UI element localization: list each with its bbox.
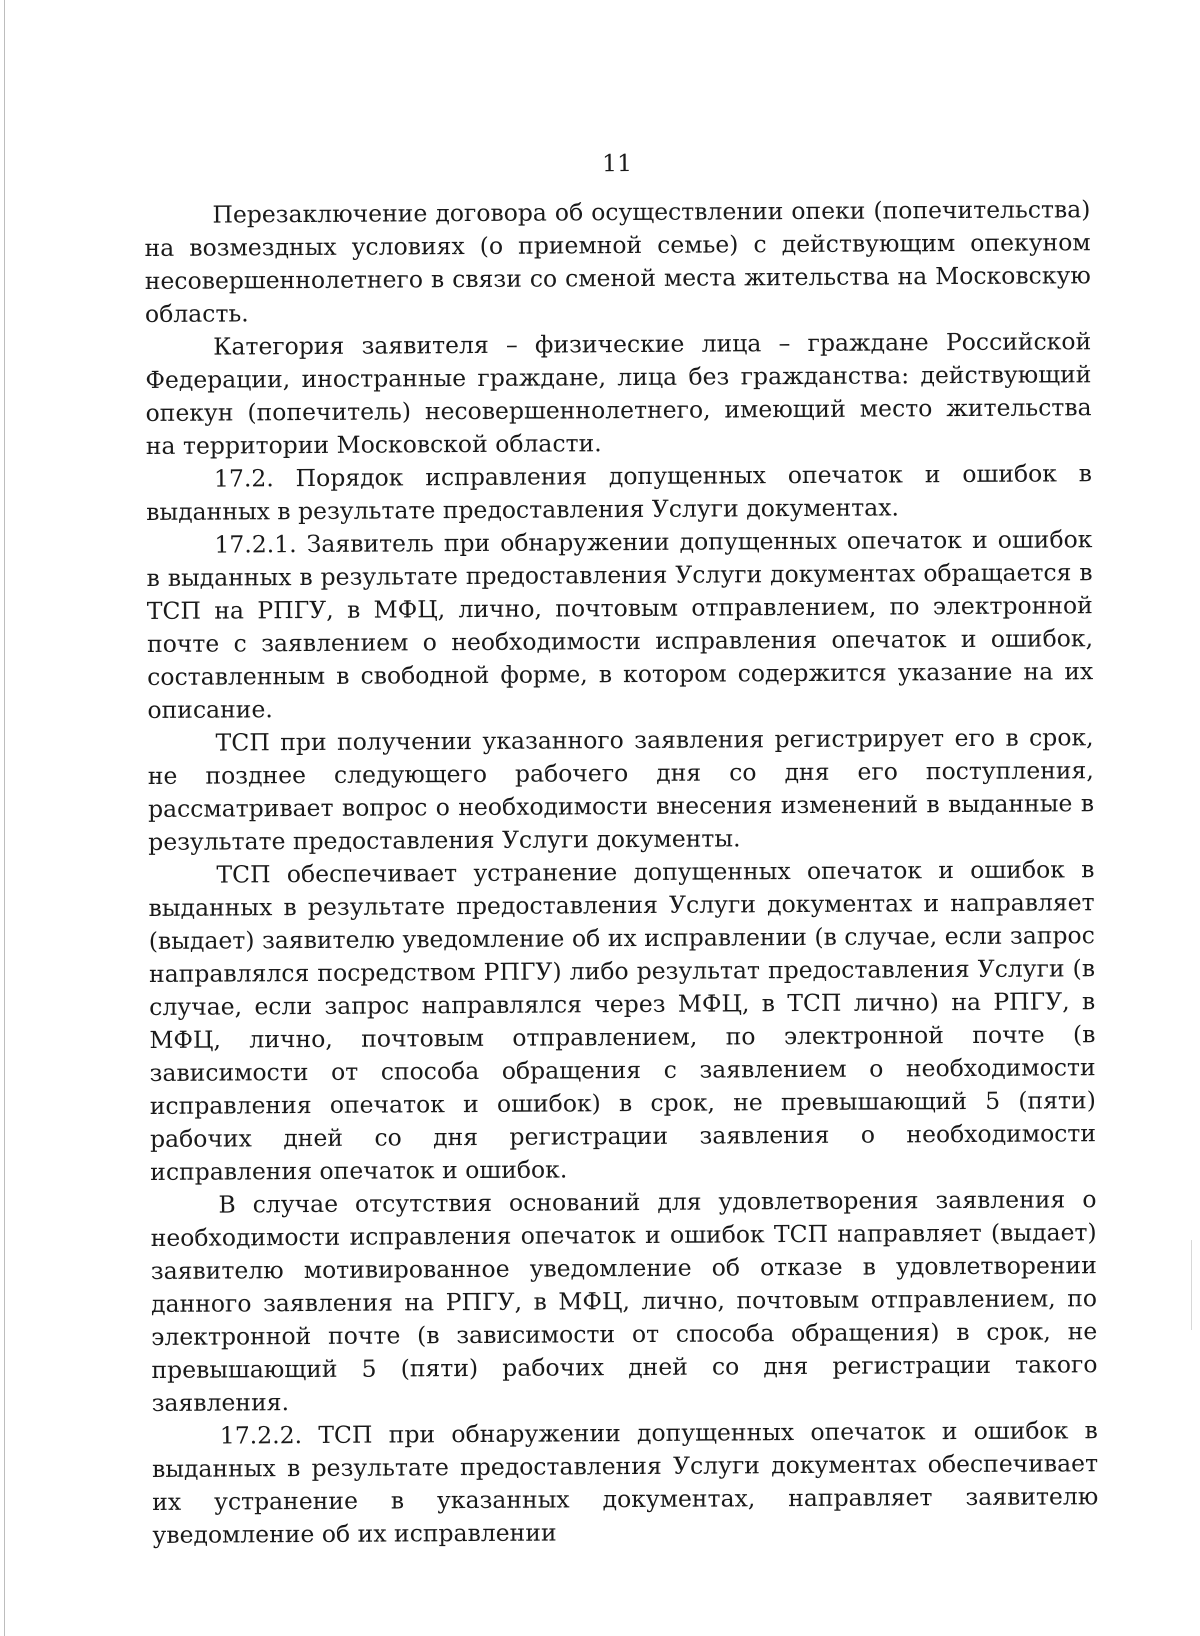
document-page [144, 144, 1099, 1552]
paragraph-17-2: 17.2. Порядок исправления допущенных опечаток и ошибок в выданных в результате предоставления Услуги документах. [146, 459, 1093, 526]
paragraph-registration: ТСП при получении указанного заявления регистрирует его в срок, не позднее следующего рабочего дня со дня его поступления, рассматривает вопрос о необходимости внесения изменений в выданные в результате предоставления Услуги документы. [147, 723, 1095, 856]
paragraph-applicant-category: Категория заявителя – физические лица – граждане Российской Федерации, иностранные граждане, лица без гражданства: действующий опекун (попечитель) несовершеннолетнего, имеющий место жительства на территории Московской области. [145, 327, 1092, 460]
paragraph-17-2-2: 17.2.2. ТСП при обнаружении допущенных опечаток и ошибок в выданных в результате предоставления Услуги документах обеспечивает их устранение в указанных документах, направляет заявителю уведомление об их исправлении [151, 1416, 1099, 1549]
paragraph-17-2-1: 17.2.1. Заявитель при обнаружении допущенных опечаток и ошибок в выданных в результате предоставления Услуги документах обращается в ТСП на РПГУ, в МФЦ, лично, почтовым отправлением, по электронной почте с заявлением о необходимости исправления опечаток и ошибок, составленным в свободной форме, в котором содержится указание на их описание. [146, 525, 1094, 724]
scan-right-mark [1191, 1240, 1192, 1330]
paragraph-contract-renewal: Перезаключение договора об осуществлении опеки (попечительства) на возмездных условиях (о приемной семье) с действующим опекуном несовершеннолетнего в связи со сменой места жительства на Московскую область. [144, 195, 1091, 328]
page-number: 11 [602, 149, 633, 178]
paragraph-correction: ТСП обеспечивает устранение допущенных опечаток и ошибок в выданных в результате предоставления Услуги документах и направляет (выдает) заявителю уведомление об их исправлении (в случае, если запрос направлялся посредством РПГУ) либо результат предоставления Услуги (в случае, если запрос направлялся через МФЦ, в ТСП лично) на РПГУ, в МФЦ, лично, почтовым отправлением, по электронной почте (в зависимости от способа обращения с заявлением о необходимости исправления опечаток и ошибок) в срок, не превышающий 5 (пяти) рабочих дней со дня регистрации заявления о необходимости исправления опечаток и ошибок. [148, 855, 1097, 1186]
scan-left-edge [4, 0, 5, 1636]
paragraph-refusal: В случае отсутствия оснований для удовлетворения заявления о необходимости исправления опечаток и ошибок ТСП направляет (выдает) заявителю мотивированное уведомление об отказе в удовлетворении данного заявления на РПГУ, в МФЦ, лично, почтовым отправлением, по электронной почте (в зависимости от способа обращения) в срок, не превышающий 5 (пяти) рабочих дней со дня регистрации такого заявления. [150, 1185, 1098, 1417]
